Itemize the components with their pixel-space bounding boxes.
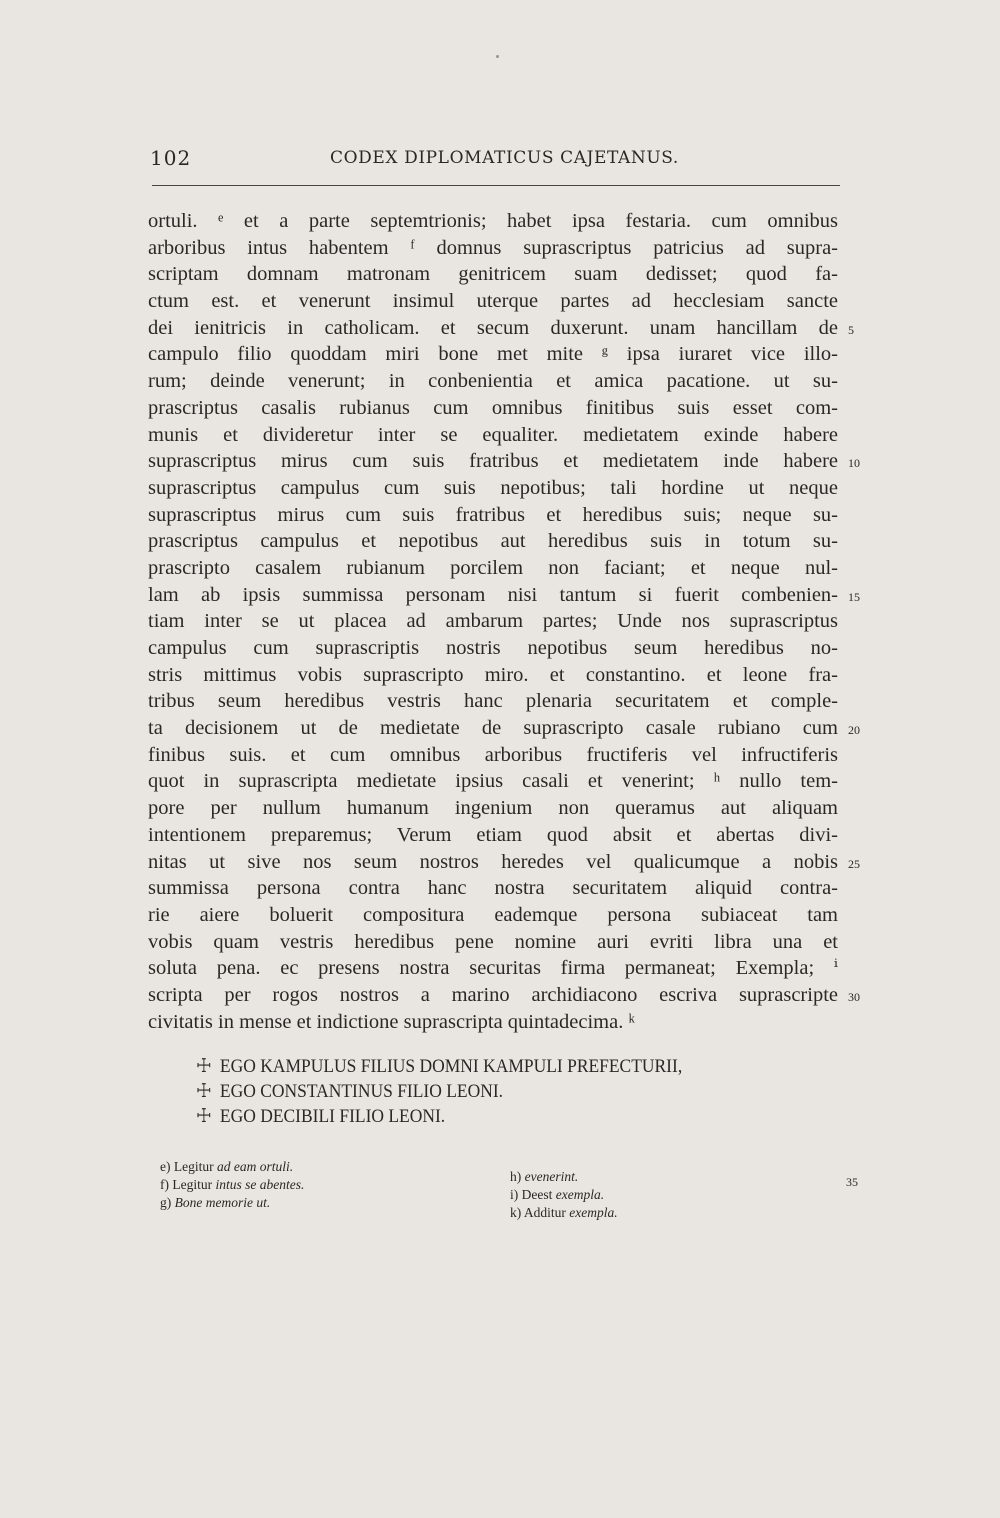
page-header bbox=[150, 146, 840, 172]
footnote-mark: i) bbox=[510, 1187, 519, 1202]
footnote-mark: h) bbox=[510, 1169, 522, 1184]
text-line: prascripto casalem rubianum porcilem non faciant; et neque nul- bbox=[148, 556, 838, 579]
footnote bbox=[510, 1204, 618, 1222]
margin-line-number: 5 bbox=[848, 322, 854, 337]
margin-line-number: 15 bbox=[848, 589, 860, 604]
footnote-prefix: Additur bbox=[523, 1205, 566, 1220]
page-number: 102 bbox=[150, 146, 192, 170]
text-line: dei ienitricis in catholicam. et secum duxerunt. unam hancillam de bbox=[148, 316, 838, 339]
footnote-prefix: Legitur bbox=[172, 1177, 213, 1192]
signature-text: EGO KAMPULUS FILIUS DOMNI KAMPULI PREFECTURII, bbox=[219, 1056, 683, 1077]
text-line: suprascriptus campulus cum suis nepotibus; tali hordine ut neque bbox=[148, 476, 838, 499]
text-line: scriptam domnam matronam genitricem suam dedisset; quod fa- bbox=[148, 263, 838, 286]
text-line: rie aiere boluerit compositura eademque persona subiaceat tam bbox=[148, 903, 838, 926]
text-line: stris mittimus vobis suprascripto miro. et constantino. et leone fra- bbox=[148, 663, 838, 686]
signature-line bbox=[196, 1104, 785, 1129]
text-line: arboribus intus habentem ᶠ domnus suprascriptus patricius ad supra- bbox=[148, 236, 838, 259]
footnote bbox=[160, 1176, 304, 1194]
text-line: finibus suis. et cum omnibus arboribus fructiferis vel infructiferis bbox=[148, 743, 838, 766]
footnote-reading: ad eam ortuli. bbox=[217, 1159, 294, 1174]
text-line: prascriptus casalis rubianus cum omnibus finitibus suis esset com- bbox=[148, 396, 838, 419]
header-rule bbox=[152, 185, 840, 186]
text-line: nitas ut sive nos seum nostros heredes vel qualicumque a nobis bbox=[148, 850, 838, 873]
text-line: intentionem preparemus; Verum etiam quod absit et abertas divi- bbox=[148, 823, 838, 846]
text-line: summissa persona contra hanc nostra securitatem aliquid contra- bbox=[148, 877, 838, 900]
footnote bbox=[160, 1194, 304, 1212]
footnote-reading: exempla. bbox=[555, 1187, 605, 1202]
text-line: vobis quam vestris heredibus pene nomine auri evriti libra una et bbox=[148, 930, 838, 953]
margin-line-number: 30 bbox=[848, 990, 860, 1005]
margin-line-number: 10 bbox=[848, 456, 860, 471]
cross-icon: ☩ bbox=[196, 1056, 212, 1077]
signature-text: EGO DECIBILI FILIO LEONI. bbox=[219, 1106, 446, 1127]
footnote bbox=[510, 1168, 618, 1186]
footnote-reading: evenerint. bbox=[524, 1169, 579, 1184]
signature-text: EGO CONSTANTINUS FILIO LEONI. bbox=[219, 1081, 504, 1102]
charter-text bbox=[148, 208, 838, 1035]
text-line: civitatis in mense et indictione suprascripta quintadecima. ᵏ bbox=[148, 1010, 635, 1033]
footnote-reading: exempla. bbox=[569, 1205, 618, 1220]
text-line: tribus seum heredibus vestris hanc plenaria securitatem et comple- bbox=[148, 690, 838, 713]
footnote bbox=[510, 1186, 618, 1204]
text-line: tiam inter se ut placea ad ambarum partes; Unde nos suprascriptus bbox=[148, 610, 838, 633]
footnote-mark: k) bbox=[510, 1205, 522, 1220]
footnote-prefix: Legitur bbox=[173, 1159, 214, 1174]
footnote-mark: e) bbox=[160, 1159, 171, 1174]
text-line: campulus cum suprascriptis nostris nepotibus seum heredibus no- bbox=[148, 637, 838, 659]
text-line: rum; deinde venerunt; in conbenientia et amica pacatione. ut su- bbox=[148, 370, 838, 393]
signatures-block bbox=[196, 1054, 836, 1129]
footnotes-right bbox=[510, 1168, 618, 1222]
margin-line-number: 25 bbox=[848, 856, 860, 871]
footnotes-left bbox=[160, 1158, 304, 1212]
footnote-mark: g) bbox=[160, 1195, 172, 1210]
text-line: ortuli. ᵉ et a parte septemtrionis; habet ipsa festaria. cum omnibus bbox=[148, 210, 838, 232]
running-title: CODEX DIPLOMATICUS CAJETANUS. bbox=[330, 148, 679, 168]
text-line: suprascriptus mirus cum suis fratribus et heredibus suis; neque su- bbox=[148, 503, 838, 526]
footnote-reading: intus se abentes. bbox=[215, 1177, 305, 1192]
footnote-mark: f) bbox=[160, 1177, 169, 1192]
cross-icon: ☩ bbox=[196, 1081, 212, 1102]
text-line: munis et divideretur inter se equaliter. medietatem exinde habere bbox=[148, 423, 838, 446]
text-line: lam ab ipsis summissa personam nisi tantum si fuerit combenien- bbox=[148, 583, 838, 606]
text-line: campulo filio quoddam miri bone met mite ᵍ ipsa iuraret vice illo- bbox=[148, 343, 838, 366]
footnote bbox=[160, 1158, 304, 1176]
footnote-line-number: 35 bbox=[846, 1175, 858, 1189]
text-line: scripta per rogos nostros a marino archidiacono escriva suprascripte bbox=[148, 983, 838, 1006]
margin-line-number: 20 bbox=[848, 723, 860, 738]
footnote-prefix: Deest bbox=[521, 1187, 553, 1202]
text-line: suprascriptus mirus cum suis fratribus et medietatem inde habere bbox=[148, 450, 838, 473]
footnote-reading: Bone memorie ut. bbox=[174, 1195, 271, 1210]
text-line: ta decisionem ut de medietate de suprascripto casale rubiano cum bbox=[148, 717, 838, 740]
text-line: pore per nullum humanum ingenium non queramus aut aliquam bbox=[148, 797, 838, 820]
signature-line bbox=[196, 1054, 785, 1079]
text-line: prascriptus campulus et nepotibus aut heredibus suis in totum su- bbox=[148, 530, 838, 553]
text-line: soluta pena. ec presens nostra securitas firma permaneat; Exempla; ⁱ bbox=[148, 957, 838, 980]
cross-icon: ☩ bbox=[196, 1106, 212, 1127]
print-speck bbox=[496, 55, 499, 58]
signature-line bbox=[196, 1079, 785, 1104]
text-line: quot in suprascripta medietate ipsius casali et venerint; ʰ nullo tem- bbox=[148, 770, 838, 793]
text-line: ctum est. et venerunt insimul uterque partes ad hecclesiam sancte bbox=[148, 290, 838, 313]
